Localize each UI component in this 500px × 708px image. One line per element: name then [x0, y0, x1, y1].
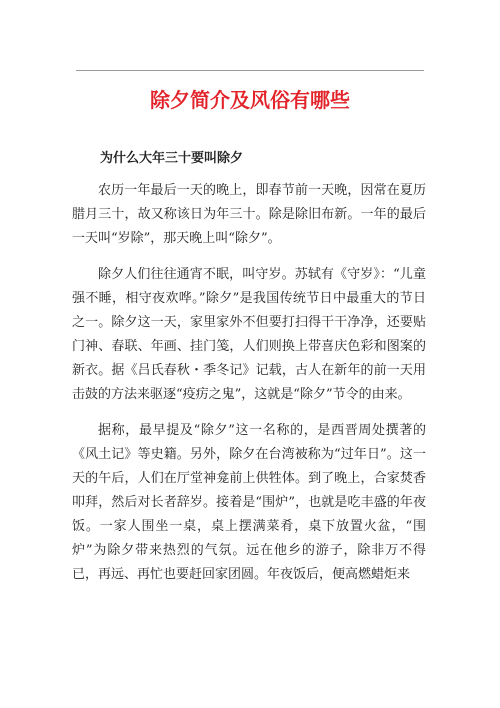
document-body [72, 147, 426, 599]
paragraph: 农历一年最后一天的晚上，即春节前一天晚，因常在夏历腊月三十，故又称该日为年三十。除是除旧布新。一年的最后一天叫“岁除”，那天晚上叫“除夕”。 [72, 183, 426, 246]
paragraph: 据称，最早提及“除夕”这一名称的，是西晋周处撰著的《风土记》等史籍。另外，除夕在台湾被称为“过年日”。这一天的午后，人们在厅堂神龛前上供牲体。到了晚上，合家焚香叩拜，然后对长者辞岁。接着是“围炉”，也就是吃丰盛的年夜饭。一家人围坐一桌，桌上摆满菜肴，桌下放置火盆，“围炉”为除夕带来热烈的气氛。远在他乡的游子，除非万不得已，再远、再忙也要赶回家团圆。年夜饭后，便高燃蜡炬来 [72, 423, 426, 582]
page-title: 除夕简介及风俗有哪些 [150, 88, 350, 112]
paragraph: 除夕人们往往通宵不眠，叫守岁。苏轼有《守岁》：“儿童强不睡，相守夜欢哗。”除夕”是我国传统节日中最重大的节日之一。除夕这一天，家里家外不但要打扫得干干净净，还要贴门神、春联、年画、挂门笺，人们则换上带喜庆色彩和图案的新衣。据《吕氏春秋・季冬记》记载，古人在新年的前一天用击鼓的方法来驱逐“疫疠之鬼”，这就是“除夕”节令的由来。 [72, 267, 426, 402]
header-rule [76, 70, 424, 71]
section-heading: 为什么大年三十要叫除夕 [100, 151, 244, 166]
